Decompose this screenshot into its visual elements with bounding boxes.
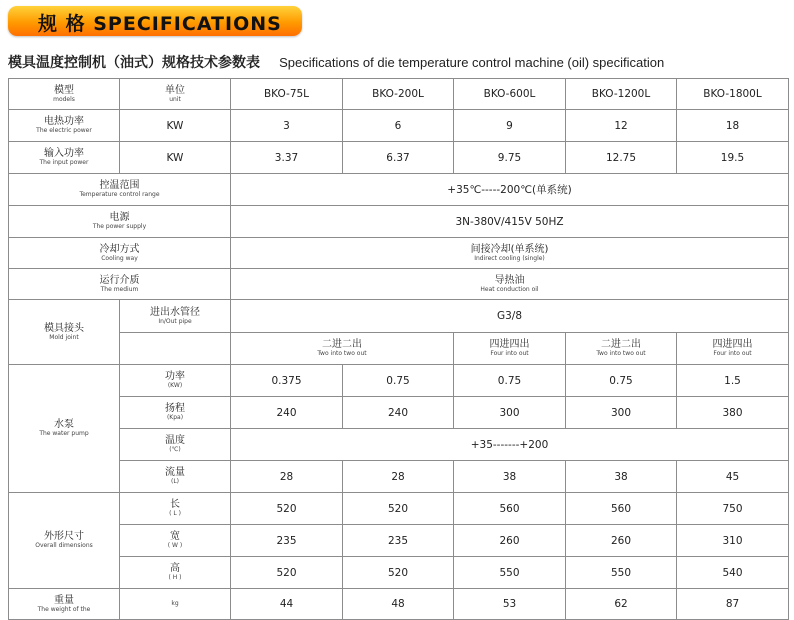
cell-value: 550	[566, 557, 677, 589]
model-name: BKO-600L	[454, 79, 566, 110]
dim-height-row	[9, 557, 789, 589]
cell-value: 0.75	[343, 365, 454, 397]
row-label: 输入功率 The input power	[9, 142, 120, 174]
row-unit: KW	[120, 142, 231, 174]
cell-value: 38	[454, 461, 566, 493]
cell-value: 520	[231, 493, 343, 525]
dim-length-row	[9, 493, 789, 525]
section-banner	[8, 6, 302, 36]
cell-value: 540	[677, 557, 789, 589]
cell-value: 45	[677, 461, 789, 493]
cell-value: 550	[454, 557, 566, 589]
cell-value: 560	[454, 493, 566, 525]
pump-temp-row	[9, 429, 789, 461]
heat-power-row	[9, 110, 789, 142]
cell-value: 四进四出 Four into out	[677, 333, 789, 365]
model-name: BKO-75L	[231, 79, 343, 110]
cell-value: 二进二出 Two into two out	[566, 333, 677, 365]
row-label: 重量 The weight of the	[9, 589, 120, 620]
row-unit: KW	[120, 110, 231, 142]
cell-value: 导热油 Heat conduction oil	[231, 269, 789, 300]
cell-value: 310	[677, 525, 789, 557]
row-label: 冷却方式 Cooling way	[9, 238, 231, 269]
row-label: 控温范围 Temperature control range	[9, 174, 231, 206]
temp-range-row	[9, 174, 789, 206]
model-name: BKO-1200L	[566, 79, 677, 110]
row-unit: kg	[120, 589, 231, 620]
table-heading	[8, 52, 788, 72]
row-label: 模具接头 Mold joint	[9, 300, 120, 365]
cell-value: 0.75	[566, 365, 677, 397]
mold-joint-config-row	[9, 333, 789, 365]
cell-value: 235	[231, 525, 343, 557]
pump-power-row	[9, 365, 789, 397]
cell-value: 间接冷却(单系统) Indirect cooling (single)	[231, 238, 789, 269]
cell-value: 235	[343, 525, 454, 557]
cell-value: 四进四出 Four into out	[454, 333, 566, 365]
cell-value: 6	[343, 110, 454, 142]
cell-value: +35-------+200	[231, 429, 789, 461]
pump-flow-row	[9, 461, 789, 493]
sub-label: 功率 (KW)	[120, 365, 231, 397]
cell-value: 520	[343, 557, 454, 589]
cell-value: 240	[343, 397, 454, 429]
cell-value: 9	[454, 110, 566, 142]
cell-value: G3/8	[231, 300, 789, 333]
row-label: 电源 The power supply	[9, 206, 231, 238]
model-name: BKO-1800L	[677, 79, 789, 110]
input-power-row	[9, 142, 789, 174]
cell-value: 6.37	[343, 142, 454, 174]
spec-table	[8, 78, 789, 620]
cell-value: 240	[231, 397, 343, 429]
cell-value: 53	[454, 589, 566, 620]
medium-row	[9, 269, 789, 300]
cell-value: 二进二出 Two into two out	[231, 333, 454, 365]
cell-value: 3.37	[231, 142, 343, 174]
cell-value: 3	[231, 110, 343, 142]
model-name: BKO-200L	[343, 79, 454, 110]
sub-label: 温度 (℃)	[120, 429, 231, 461]
mold-joint-pipe-row	[9, 300, 789, 333]
header-model-cell: 模型 models	[9, 79, 120, 110]
row-label: 电热功率 The electric power	[9, 110, 120, 142]
cell-value: 48	[343, 589, 454, 620]
row-label: 运行介质 The medium	[9, 269, 231, 300]
cell-value: 520	[231, 557, 343, 589]
cell-value: 62	[566, 589, 677, 620]
cell-value: 260	[566, 525, 677, 557]
cell-value: 19.5	[677, 142, 789, 174]
cell-value: 380	[677, 397, 789, 429]
heading-chinese: 模具温度控制机（油式）规格技术参数表	[8, 55, 260, 71]
row-label: 外形尺寸 Overall dimensions	[9, 493, 120, 589]
header-row	[9, 79, 789, 110]
cell-value: 0.75	[454, 365, 566, 397]
weight-row	[9, 589, 789, 620]
cell-value: 260	[454, 525, 566, 557]
cell-value: 44	[231, 589, 343, 620]
cooling-row	[9, 238, 789, 269]
sub-label: 高 ( H )	[120, 557, 231, 589]
header-unit-cell: 单位 unit	[120, 79, 231, 110]
empty-cell	[120, 333, 231, 365]
heading-english: Specifications of die temperature control machine (oil) specification	[279, 55, 665, 70]
banner-title: 规 格 SPECIFICATIONS	[38, 13, 282, 35]
cell-value: 28	[343, 461, 454, 493]
power-supply-row	[9, 206, 789, 238]
cell-value: 87	[677, 589, 789, 620]
sub-label: 宽 ( W )	[120, 525, 231, 557]
sub-label: 长 ( L )	[120, 493, 231, 525]
cell-value: +35℃-----200℃(单系统)	[231, 174, 789, 206]
cell-value: 28	[231, 461, 343, 493]
sub-label: 扬程 (Kpa)	[120, 397, 231, 429]
cell-value: 12.75	[566, 142, 677, 174]
sub-label: 进出水管径 In/Out pipe	[120, 300, 231, 333]
cell-value: 18	[677, 110, 789, 142]
cell-value: 300	[566, 397, 677, 429]
cell-value: 750	[677, 493, 789, 525]
row-label: 水泵 The water pump	[9, 365, 120, 493]
cell-value: 300	[454, 397, 566, 429]
cell-value: 12	[566, 110, 677, 142]
cell-value: 38	[566, 461, 677, 493]
sub-label: 流量 (L)	[120, 461, 231, 493]
cell-value: 0.375	[231, 365, 343, 397]
pump-head-row	[9, 397, 789, 429]
cell-value: 520	[343, 493, 454, 525]
dim-width-row	[9, 525, 789, 557]
cell-value: 3N-380V/415V 50HZ	[231, 206, 789, 238]
cell-value: 560	[566, 493, 677, 525]
cell-value: 9.75	[454, 142, 566, 174]
cell-value: 1.5	[677, 365, 789, 397]
